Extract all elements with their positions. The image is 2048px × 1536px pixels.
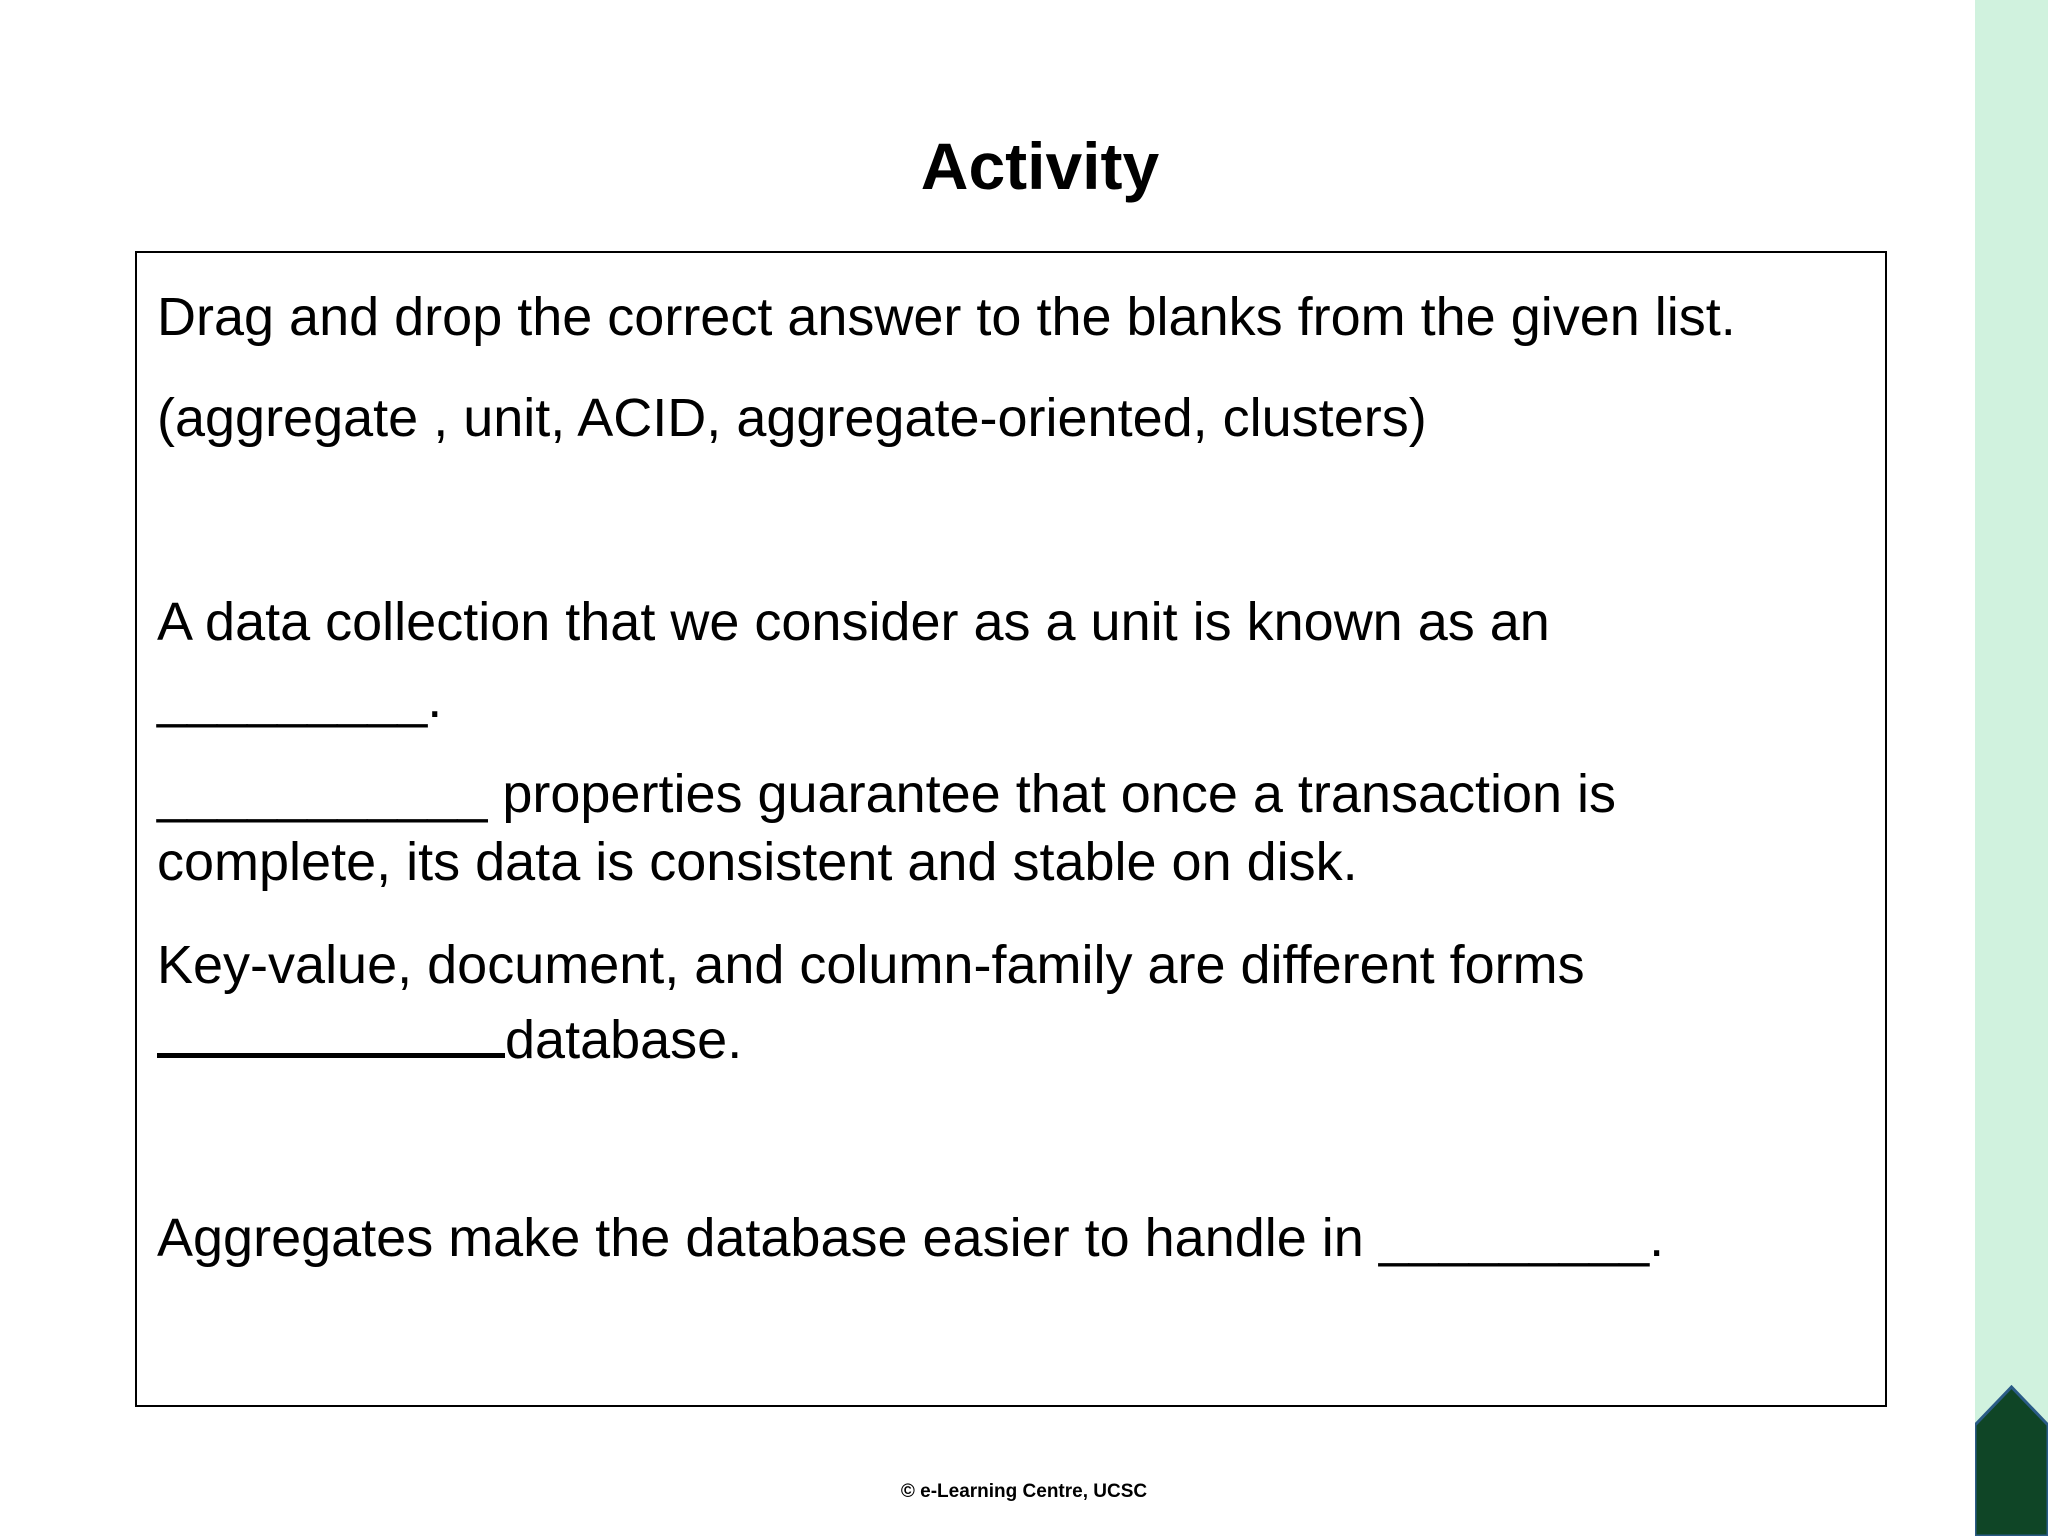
slide-title: Activity: [920, 129, 1160, 203]
question-1-blank[interactable]: _________.: [157, 669, 443, 729]
question-4-line-1[interactable]: Aggregates make the database easier to handle in _________.: [157, 1208, 1665, 1268]
question-2-line-1[interactable]: ___________ properties guarantee that once a transaction is: [157, 764, 1617, 824]
up-arrow-icon[interactable]: [1975, 1385, 2048, 1536]
options-list: (aggregate , unit, ACID, aggregate-oriented, clusters): [157, 388, 1427, 448]
question-3-line-2: [157, 1001, 742, 1072]
question-3-blank[interactable]: [157, 1001, 505, 1058]
question-3-suffix: database.: [505, 1010, 743, 1070]
question-3-line-1: Key-value, document, and column-family are different forms: [157, 935, 1585, 995]
question-1-line-1: A data collection that we consider as a unit is known as an: [157, 592, 1550, 652]
question-2-line-2: complete, its data is consistent and stable on disk.: [157, 832, 1358, 892]
footer-copyright: © e-Learning Centre, UCSC: [900, 1481, 1148, 1502]
side-strip: [1975, 0, 2048, 1536]
instruction-text: Drag and drop the correct answer to the blanks from the given list.: [157, 287, 1736, 347]
